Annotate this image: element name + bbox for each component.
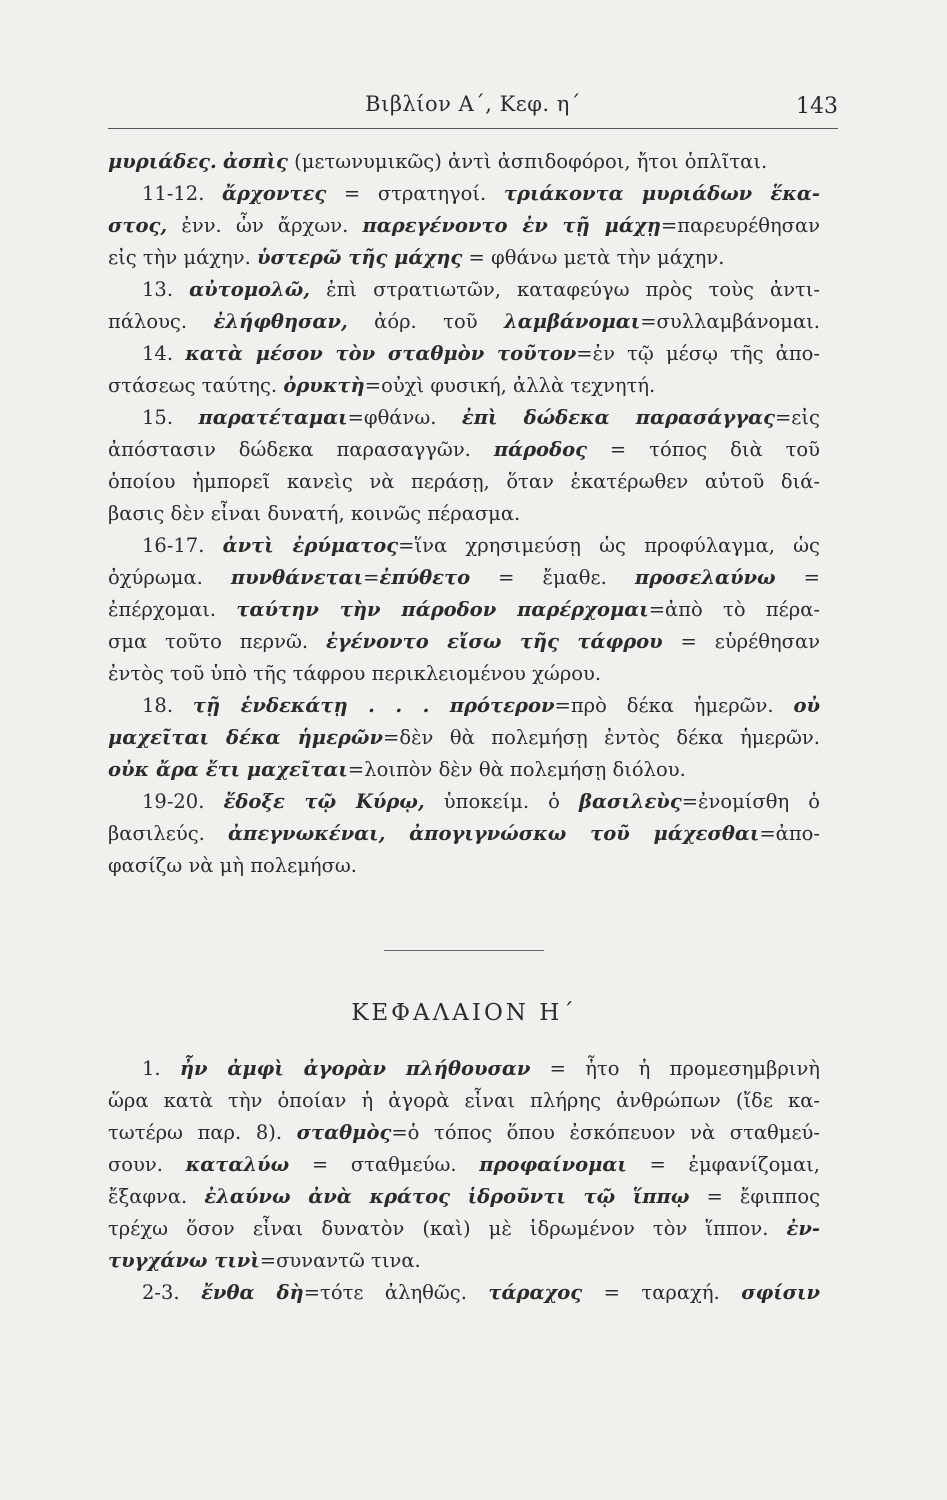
lemma: ὑστερῶ τῆς μάχης xyxy=(256,246,463,269)
chapter-notes xyxy=(108,1053,820,1309)
running-title: Βιβλίον Α΄, Κεφ. η΄ xyxy=(365,92,581,116)
lemma: στος, xyxy=(108,214,168,237)
gloss-text: (μετωνυμικῶς) ἀντὶ ἀσπιδοφόροι, ἤτοι ὁπλῖται. xyxy=(287,150,768,173)
gloss-text: 13. xyxy=(142,278,190,301)
gloss-text: =λοιπὸν δὲν θὰ πολεμήσῃ διόλου. xyxy=(347,758,686,781)
lemma: ταύτην τὴν πάροδον παρέρχομαι xyxy=(236,598,649,621)
gloss-text: =ἀπὸ τὸ πέρα- xyxy=(648,598,820,621)
page-number: 143 xyxy=(796,94,838,119)
gloss-text: = xyxy=(363,566,380,589)
gloss-text: εἰς τὴν μάχην. xyxy=(108,246,257,269)
lemma: τριάκοντα μυριάδων ἕκα- xyxy=(503,182,820,205)
gloss-text: ἐπὶ στρατιωτῶν, καταφεύγω πρὸς τοὺς ἀντι- xyxy=(310,278,820,301)
gloss-text: =φθάνω. xyxy=(347,406,462,429)
lemma: παρεγένοντο ἐν τῇ μάχῃ xyxy=(362,214,661,237)
gloss-text: βασιλεύς. xyxy=(108,822,229,845)
gloss-text: 1. xyxy=(142,1057,180,1080)
gloss-text: 14. xyxy=(142,342,186,365)
text-line xyxy=(108,658,820,690)
lemma: ἐν- xyxy=(786,1217,820,1240)
lemma: ὀρυκτὴ xyxy=(283,374,365,397)
gloss-text: ἐνν. ὧν ἄρχων. xyxy=(167,214,363,237)
lemma: λαμβάνομαι xyxy=(504,310,641,333)
gloss-text: = φθάνω μετὰ τὴν μάχην. xyxy=(462,246,725,269)
lemma: ἀντὶ ἐρύματος xyxy=(222,534,399,557)
chapter-heading: ΚΕΦΑΛΑΙΟΝ Η΄ xyxy=(351,1000,577,1026)
gloss-text: ὁποίου ἠμπορεῖ κανεὶς νὰ περάσῃ, ὅταν ἑκατέρωθεν αὐτοῦ διά- xyxy=(108,470,820,493)
gloss-text: τωτέρω παρ. 8). xyxy=(108,1121,297,1144)
lemma: οὐκ ἄρα ἔτι μαχεῖται xyxy=(108,758,348,781)
text-line xyxy=(108,1053,820,1085)
text-line xyxy=(108,818,820,850)
gloss-text: 11-12. xyxy=(142,182,223,205)
text-line xyxy=(108,242,820,274)
gloss-text: ἀπόστασιν δώδεκα παρασαγγῶν. xyxy=(108,438,494,461)
lemma: κατὰ μέσον τὸν σταθμὸν τοῦτον xyxy=(185,342,577,365)
lemma: αὐτομολῶ, xyxy=(189,278,311,301)
gloss-text: ἐπέρχομαι. xyxy=(108,598,237,621)
text-line xyxy=(108,338,820,370)
gloss-text: στάσεως ταύτης. xyxy=(108,374,284,397)
gloss-text: βασις δὲν εἶναι δυνατή, κοινῶς πέρασμα. xyxy=(108,502,521,525)
section-divider-rule xyxy=(384,950,544,951)
gloss-text: = ἔμαθε. xyxy=(470,566,635,589)
gloss-text: =πρὸ δέκα ἡμερῶν. xyxy=(554,694,794,717)
gloss-text: =ἐνομίσθη ὁ xyxy=(681,790,821,813)
text-line xyxy=(108,722,820,754)
gloss-text: 15. xyxy=(142,406,199,429)
gloss-text: πάλους. xyxy=(108,310,214,333)
lemma: σταθμὸς xyxy=(296,1121,392,1144)
lemma: τῇ ἑνδεκάτῃ . . . πρότερον xyxy=(192,694,555,717)
lemma: ἐγένοντο εἴσω τῆς τάφρου xyxy=(325,630,663,653)
lemma: ἄρχοντες xyxy=(222,182,327,205)
text-line xyxy=(108,146,820,178)
lemma: ἔνθα δὴ xyxy=(201,1281,304,1304)
lemma: βασιλεὺς xyxy=(579,790,682,813)
text-line xyxy=(108,562,820,594)
text-line xyxy=(108,178,820,210)
text-line xyxy=(108,530,820,562)
lemma: ἔδοξε τῷ Κύρῳ, xyxy=(223,790,425,813)
lemma: ἀπεγνωκέναι, ἀπογιγνώσκω τοῦ μάχεσθαι xyxy=(228,822,760,845)
gloss-text: = ταραχή. xyxy=(582,1281,742,1304)
gloss-text: =ἀπο- xyxy=(759,822,820,845)
gloss-text: = ἦτο ἡ προμεσημβρινὴ xyxy=(530,1057,820,1080)
gloss-text: =δὲν θὰ πολεμήσῃ ἐντὸς δέκα ἡμερῶν. xyxy=(382,726,820,749)
gloss-text: ἐντὸς τοῦ ὑπὸ τῆς τάφρου περικλειομένου χώρου. xyxy=(108,662,602,685)
text-line xyxy=(108,466,820,498)
gloss-text: ὥρα κατὰ τὴν ὁποίαν ἡ ἀγορὰ εἶναι πλήρης ἀνθρώπων (ἴδε κα- xyxy=(108,1089,820,1112)
text-line xyxy=(108,306,820,338)
gloss-text: = ἐμφανίζομαι, xyxy=(626,1153,820,1176)
lemma: σφίσιν xyxy=(741,1281,820,1304)
lemma: προφαίνομαι xyxy=(479,1153,627,1176)
lemma: παρατέταμαι xyxy=(198,406,348,429)
text-line xyxy=(108,1085,820,1117)
text-line xyxy=(108,1181,820,1213)
text-line xyxy=(108,498,820,530)
lemma: ἐλήφθησαν, xyxy=(213,310,348,333)
gloss-text: τρέχω ὅσον εἶναι δυνατὸν (καὶ) μὲ ἱδρωμένον τὸν ἵππον. xyxy=(108,1217,787,1240)
gloss-text: =τότε ἀληθῶς. xyxy=(303,1281,489,1304)
gloss-text: = τόπος διὰ τοῦ xyxy=(586,438,820,461)
gloss-text: =ἐν τῷ μέσῳ τῆς ἀπο- xyxy=(576,342,820,365)
gloss-text: =ὁ τόπος ὅπου ἐσκόπευον νὰ σταθμεύ- xyxy=(391,1121,820,1144)
gloss-text: ὀχύρωμα. xyxy=(108,566,231,589)
lemma: ἦν ἀμφὶ ἀγορὰν πλήθουσαν xyxy=(179,1057,531,1080)
text-line xyxy=(108,626,820,658)
gloss-text: 19-20. xyxy=(142,790,224,813)
gloss-text: =οὐχὶ φυσική, ἀλλὰ τεχνητή. xyxy=(364,374,656,397)
lemma: τυγχάνω τινὶ xyxy=(108,1249,260,1272)
gloss-text: 18. xyxy=(142,694,193,717)
text-line xyxy=(108,754,820,786)
text-line xyxy=(108,690,820,722)
lemma: οὐ xyxy=(793,694,820,717)
gloss-text: 16-17. xyxy=(142,534,223,557)
lemma: καταλύω xyxy=(185,1153,290,1176)
running-head xyxy=(108,88,838,129)
gloss-text: φασίζω νὰ μὴ πολεμήσω. xyxy=(108,854,358,877)
commentary-notes xyxy=(108,146,820,882)
text-line xyxy=(108,850,820,882)
gloss-text: = σταθμεύω. xyxy=(289,1153,480,1176)
lemma: ἐπὶ δώδεκα παρασάγγας xyxy=(461,406,775,429)
gloss-text: =ἵνα χρησιμεύσῃ ὡς προφύλαγμα, ὡς xyxy=(398,534,820,557)
text-line xyxy=(108,274,820,306)
text-line xyxy=(108,1117,820,1149)
lemma: τάραχος xyxy=(488,1281,583,1304)
gloss-text: ἔξαφνα. xyxy=(108,1185,205,1208)
lemma: προσελαύνω xyxy=(634,566,776,589)
lemma: πάροδος xyxy=(493,438,587,461)
text-line xyxy=(108,402,820,434)
gloss-text: = εὑρέθησαν xyxy=(662,630,821,653)
lemma: μυριάδες. xyxy=(108,150,217,173)
gloss-text: = στρατηγοί. xyxy=(326,182,504,205)
text-line xyxy=(108,370,820,402)
text-line xyxy=(108,434,820,466)
gloss-text: =συλλαμβάνομαι. xyxy=(640,310,820,333)
gloss-text: 2-3. xyxy=(142,1281,202,1304)
lemma: ἀσπὶς xyxy=(222,150,288,173)
lemma: μαχεῖται δέκα ἡμερῶν xyxy=(108,726,383,749)
page-body xyxy=(108,146,820,1309)
text-line xyxy=(108,786,820,818)
lemma: ἐπύθετο xyxy=(379,566,471,589)
gloss-text: = xyxy=(775,566,820,589)
gloss-text: =παρευρέθησαν xyxy=(660,214,820,237)
gloss-text: σουν. xyxy=(108,1153,186,1176)
text-line xyxy=(108,1213,820,1245)
text-line xyxy=(108,1149,820,1181)
gloss-text: σμα τοῦτο περνῶ. xyxy=(108,630,326,653)
text-line xyxy=(108,210,820,242)
text-line xyxy=(108,1245,820,1277)
gloss-text: =εἰς xyxy=(774,406,820,429)
lemma: πυνθάνεται xyxy=(230,566,364,589)
gloss-text: =συναντῶ τινα. xyxy=(259,1249,421,1272)
gloss-text: ἀόρ. τοῦ xyxy=(347,310,505,333)
gloss-text: = ἔφιππος xyxy=(689,1185,820,1208)
text-line xyxy=(108,1277,820,1309)
text-line xyxy=(108,594,820,626)
lemma: ἐλαύνω ἀνὰ κράτος ἱδροῦντι τῷ ἵππῳ xyxy=(204,1185,690,1208)
gloss-text: ὑποκείμ. ὁ xyxy=(424,790,579,813)
